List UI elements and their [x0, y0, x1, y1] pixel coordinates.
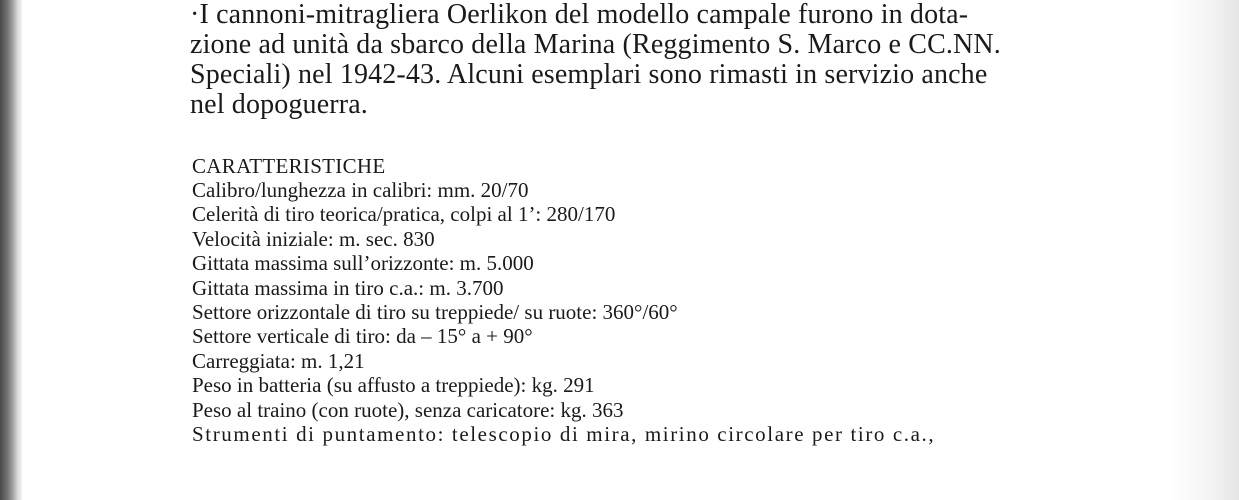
spec-weight-in-battery: Peso in batteria (su affusto a treppiede): kg. 291 [192, 373, 595, 398]
intro-line: ·I cannoni-mitragliera Oerlikon del modello campale furono in dota- [190, 0, 969, 30]
spec-caliber: Calibro/lunghezza in calibri: mm. 20/70 [192, 178, 529, 202]
specifications-list [192, 154, 1132, 446]
spec-rate-of-fire: Celerità di tiro teorica/pratica, colpi al 1’: 280/170 [192, 202, 616, 227]
spec-muzzle-velocity: Velocità iniziale: m. sec. 830 [192, 226, 435, 251]
spec-sighting-instruments: Strumenti di puntamento: telescopio di mira, mirino circolare per tiro c.a., [192, 422, 936, 447]
intro-line: Speciali) nel 1942-43. Alcuni esemplari sono rimasti in servizio anche [190, 59, 988, 90]
spec-towing-weight: Peso al traino (con ruote), senza caricatore: kg. 363 [192, 397, 624, 422]
intro-line: nel dopoguerra. [190, 89, 368, 120]
spec-vertical-elevation: Settore verticale di tiro: da – 15° a + 90° [192, 324, 533, 349]
specifications-heading: CARATTERISTICHE [192, 154, 386, 178]
intro-line: zione ad unità da sbarco della Marina (Reggimento S. Marco e CC.NN. [190, 29, 1001, 60]
page-edge-shadow [1169, 0, 1239, 500]
spec-max-range-antiaircraft: Gittata massima in tiro c.a.: m. 3.700 [192, 275, 504, 300]
spec-horizontal-traverse: Settore orizzontale di tiro su treppiede/ su ruote: 360°/60° [192, 300, 678, 325]
intro-paragraph [190, 0, 1092, 120]
book-spine-shadow [0, 0, 22, 500]
spec-track-width: Carreggiata: m. 1,21 [192, 348, 365, 373]
spec-max-range-horizontal: Gittata massima sull’orizzonte: m. 5.000 [192, 251, 534, 276]
